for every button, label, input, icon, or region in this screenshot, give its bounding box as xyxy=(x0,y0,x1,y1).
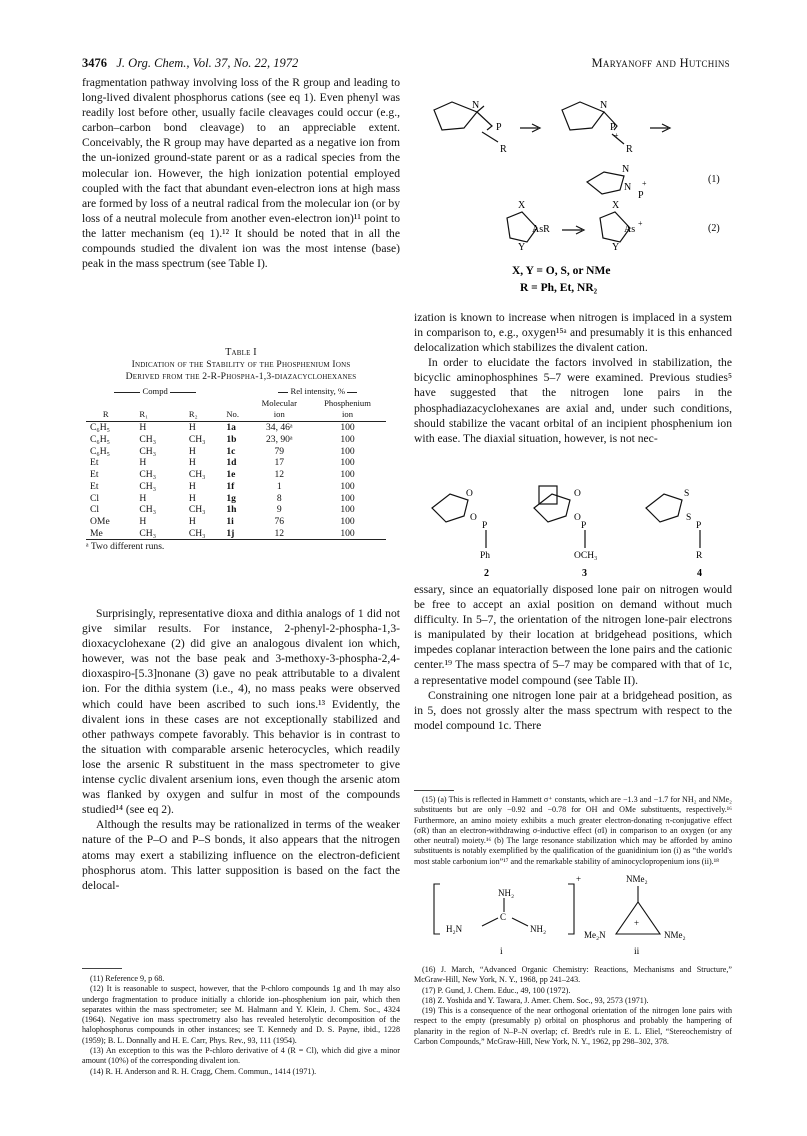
cell-mol: 9 xyxy=(276,504,282,516)
page-header xyxy=(82,56,298,71)
ion-i-carbon: C xyxy=(500,912,507,922)
svg-text:N: N xyxy=(624,182,632,193)
svg-text:Y: Y xyxy=(518,242,526,253)
cell-mol: 76 xyxy=(274,515,285,527)
col-r: R xyxy=(102,409,109,420)
cell-r1: CH₃ xyxy=(139,480,157,492)
cell-r2: H xyxy=(188,492,196,504)
cell-ph: 100 xyxy=(340,492,355,504)
left-column-top xyxy=(82,75,400,271)
table-row xyxy=(86,469,386,481)
svg-text:AsR: AsR xyxy=(532,224,550,235)
table-row xyxy=(86,481,386,493)
cell-r2: CH₃ xyxy=(188,527,206,539)
cell-r1: CH₃ xyxy=(139,445,157,457)
svg-text:O: O xyxy=(574,489,581,499)
cell-no: 1f xyxy=(226,480,235,492)
ion-i-nh2-right: NH₂ xyxy=(530,924,547,934)
svg-text:P: P xyxy=(482,521,488,531)
col-mol-ion: ion xyxy=(273,409,285,420)
ions-i-ii xyxy=(420,868,730,958)
group-header-rel: Rel intensity, % xyxy=(250,386,386,398)
cell-no: 1c xyxy=(226,445,236,457)
cell-no: 1j xyxy=(226,527,235,539)
cell-ph: 100 xyxy=(340,515,355,527)
cell-r2: H xyxy=(188,422,196,434)
svg-text:+: + xyxy=(638,219,643,228)
svg-text:X: X xyxy=(518,200,526,211)
cell-ph: 100 xyxy=(340,469,355,481)
cell-ph: 100 xyxy=(340,504,355,516)
cell-ph: 100 xyxy=(340,422,355,434)
table-label: Table I xyxy=(225,347,257,358)
table-caption-line1: Indication of the Stability of the Phosphenium Ions xyxy=(131,359,351,370)
right-footnotes-bottom xyxy=(414,965,732,1047)
paragraph: essary, since an equatorially disposed lone pair on nitrogen would be free to accept an axial position on demand without much difficulty. In 5–7, the orientation of the nitrogen lone-pair electrons is manipulated by their location at bridgehead positions, which impedes coplanar interaction between the lone pairs and the cationic center.¹⁹ The mass spectra of 5–7 may be compared with that of 1c, a representative model compound (see Table II). xyxy=(414,583,732,687)
col-r2: R₂ xyxy=(188,409,198,420)
footnote: (13) An exception to this was the P-chloro derivative of 4 (R = Cl), which did give a minor amount (10%) of the corresponding divalent ion. xyxy=(82,1046,400,1066)
cell-r1: CH₃ xyxy=(139,527,157,539)
cell-r: C₆H₅ xyxy=(90,422,111,434)
ion-ii-me2n: Me₂N xyxy=(584,930,606,940)
svg-text:As: As xyxy=(624,224,636,235)
substituent-r: R xyxy=(696,551,703,561)
cell-mol: 12 xyxy=(274,469,285,481)
table-row xyxy=(86,434,386,446)
cell-ph: 100 xyxy=(340,457,355,469)
svg-text:X: X xyxy=(612,200,620,211)
substituent-och3: OCH₃ xyxy=(574,551,598,561)
table-row xyxy=(86,504,386,516)
cell-r1: H xyxy=(139,422,147,434)
eq1-label: (1) xyxy=(708,174,720,185)
cell-mol: 17 xyxy=(274,457,285,469)
cell-r: Et xyxy=(90,480,99,492)
cell-mol: 8 xyxy=(276,492,282,504)
svg-text:P: P xyxy=(581,521,587,531)
cell-r1: H xyxy=(139,515,147,527)
cell-mol: 23, 90ᵃ xyxy=(265,434,293,446)
cell-no: 1g xyxy=(226,492,236,504)
paragraph: Surprisingly, representative dioxa and dithia analogs of 1 did not give similar results. For instance, 2-phenyl-2-phospha-1,3-dioxacyclohexane (2) did give an analogous divalent ion which, however, was not the base peak and 3-methoxy-3-phospha-2,4-dioxaspiro-[5.3]nonane (3) gave no peak attributable to a divalent ion. For the dithia system (i.e., 4), no mass peaks were observed which could have been ascribed to such ions.¹³ Evidently, the divalent ions in these cases are not exceptionally stabilized and other pathways compete favorably. This behavior is in contrast to the situation with comparable arsenic heterocycles, which readily lose the arsenic R substituent in the mass spectrometer to give intense cyclic divalent arsenium ions, even though the arsenic atom was flanked by oxygen and sulfur in most of the compounds studied¹⁴ (see eq 2). xyxy=(82,607,400,817)
page-number: 3476 xyxy=(82,56,107,70)
cell-mol: 79 xyxy=(274,445,285,457)
svg-text:O: O xyxy=(470,513,477,523)
cell-mol: 1 xyxy=(276,480,282,492)
cell-r: C₆H₅ xyxy=(90,445,111,457)
table-grid xyxy=(86,386,386,539)
compound-3-label: 3 xyxy=(582,568,587,579)
cell-r: Me xyxy=(90,527,103,539)
right-column-top xyxy=(414,310,732,446)
reaction-scheme xyxy=(412,90,737,305)
svg-text:O: O xyxy=(466,489,473,499)
table-row xyxy=(86,516,386,528)
running-authors: Maryanoff and Hutchins xyxy=(591,56,730,70)
cell-r1: H xyxy=(139,457,147,469)
svg-text:N: N xyxy=(472,100,480,111)
footnote: (17) P. Gund, J. Chem. Educ., 49, 100 (1972). xyxy=(422,985,571,995)
svg-text:+: + xyxy=(614,131,619,140)
cell-r2: CH₃ xyxy=(188,469,206,481)
compound-2-label: 2 xyxy=(484,568,489,579)
svg-text:O: O xyxy=(574,513,581,523)
footnote: (14) R. H. Anderson and R. H. Cragg, Chem. Commun., 1414 (1971). xyxy=(90,1066,317,1076)
cell-ph: 100 xyxy=(340,527,355,539)
cell-r: Cl xyxy=(90,492,100,504)
svg-text:+: + xyxy=(642,179,647,188)
cell-r1: H xyxy=(139,492,147,504)
col-r1: R₁ xyxy=(139,409,149,420)
paragraph: ization is known to increase when nitrogen is implaced in a system in comparison to, e.g., oxygen¹⁵ᵃ and presumably it is this enhanced delocalization which stabilizes the divalent cation. xyxy=(414,311,732,355)
cell-r2: CH₃ xyxy=(188,434,206,446)
cell-r1: CH₃ xyxy=(139,434,157,446)
substituent-ph: Ph xyxy=(480,551,491,561)
ion-i-label: i xyxy=(500,947,503,957)
cell-r1: CH₃ xyxy=(139,469,157,481)
cell-mol: 12 xyxy=(274,527,285,539)
footnote: (18) Z. Yoshida and Y. Tawara, J. Amer. Chem. Soc., 93, 2573 (1971). xyxy=(422,995,649,1005)
cell-ph: 100 xyxy=(340,434,355,446)
cell-r1: CH₃ xyxy=(139,504,157,516)
ion-ii-label: ii xyxy=(634,947,640,957)
journal-citation: J. Org. Chem., Vol. 37, No. 22, 1972 xyxy=(116,56,299,70)
col-molecular: Molecular xyxy=(261,397,297,408)
cell-r: Et xyxy=(90,469,99,481)
table-row xyxy=(86,457,386,469)
cell-r2: H xyxy=(188,445,196,457)
compound-4-label: 4 xyxy=(697,568,702,579)
table-1 xyxy=(82,347,400,552)
svg-text:P: P xyxy=(696,521,702,531)
cell-no: 1h xyxy=(226,504,237,516)
compounds-2-3-4 xyxy=(414,480,734,580)
col-phosphenium: Phosphenium xyxy=(324,397,371,408)
ion-i-charge: + xyxy=(576,874,582,884)
left-footnotes xyxy=(82,974,400,1077)
cell-r: C₆H₅ xyxy=(90,434,111,446)
ion-ii-nme2-right: NMe₂ xyxy=(664,930,686,940)
table-row xyxy=(86,422,386,434)
footnote: (11) Reference 9, p 68. xyxy=(90,974,165,983)
ion-i-nh2-top: NH₂ xyxy=(498,888,515,898)
cell-no: 1e xyxy=(226,469,236,481)
group-header-compd: Compd xyxy=(86,386,224,398)
ion-i-h2n: H₂N xyxy=(446,924,463,934)
paragraph: In order to elucidate the factors involved in stabilization, the bicyclic aminophosphines 5–7 were examined. Previous studies⁵ have suggested that the nitrogen lone pairs in the phosphadiazacyclohexanes are axial and, under such conditions, should stabilize the vacant orbital of an incipient phosphenium ion with ease. The diaxial situation, however, is not nec- xyxy=(414,356,732,445)
cell-ph: 100 xyxy=(340,445,355,457)
ion-ii-charge: + xyxy=(634,918,640,928)
eq2-label: (2) xyxy=(708,223,720,234)
scheme-xy: X, Y = O, S, or NMe xyxy=(512,265,611,277)
footnote: (15) (a) This is reflected in Hammett σ⁺ constants, which are −1.3 and −1.7 for NH₂ and NMe₂ substituents but are only −0.92 and −0.78 for OH and OMe substituents, respectively.¹⁶ Furthermore, an amino moiety exhibits a much greater electron-donating π-conjugative effect (σR) than an electron-withdrawing σ-inductive effect (σI) in comparison to an oxygen (or any other neutral) moiety.¹⁶ (b) The large resonance stabilization which may be afforded by amino substituents is notably exemplified by the qualification of the guanidinium ion (i) as “the world's most stable carbonium ion”¹⁷ and the remarkable stability of aminocyclopropenium ions (ii).¹⁸ xyxy=(414,795,732,866)
cell-ph: 100 xyxy=(340,480,355,492)
paragraph: Constraining one nitrogen lone pair at a bridgehead position, as in 5, does not grossly alter the mass spectrum with respect to the model compound 1c. There xyxy=(414,688,732,732)
ion-ii-nme2-top: NMe₂ xyxy=(626,874,648,884)
paragraph: fragmentation pathway involving loss of the R group and leading to long-lived divalent phosphorus cations (see eq 1). Even phenyl was readily lost before other, usually facile cleavages could occur (e.g., carbon–carbon bond cleavage) to an appreciable extent. Conceivably, the R group may have departed as a negative ion from the un-ionized ground-state parent or as a radical species from the molecular ion. However, the high ionization potential employed coupled with the fact that abundant even-electron ions at high mass are formed by loss of a neutral radical from the molecular ion (or by loss of a neutral molecule from another even-electron ion)¹¹ point to the latter mechanism (eq 1).¹² It should be noted that in all the compounds studied the divalent ion was the most intense (base) peak in the mass spectrum (see Table I). xyxy=(82,76,400,271)
svg-text:N: N xyxy=(600,100,608,111)
svg-text:S: S xyxy=(686,513,692,523)
cell-no: 1b xyxy=(226,434,237,446)
paragraph: Although the results may be rationalized in terms of the weaker nature of the P–O and P–S bonds, it also appears that the nitrogen atoms may exert a stabilizing influence on the electron-deficient phosphorus atom. This latter supposition is based on the fact the delocal- xyxy=(82,818,400,892)
scheme-r: R = Ph, Et, NR₂ xyxy=(520,282,598,294)
svg-text:S: S xyxy=(684,489,690,499)
footnote: (12) It is reasonable to suspect, however, that the P-chloro compounds 1g and 1h may also undergo fragmentation to produce initially a chloride ion–phosphenium ion pair, which then separates within the mass spectrometer; see M. Halmann and Y. Klein, J. Chem. Soc., 4324 (1964). Negative ion mass spectrometry also has revealed heterolytic decomposition of the halophosphorus compounds in other instances; see T. Kennedy and D. S. Payne, ibid., 1228 (1959); B. L. Donnally and H. E. Carr, Phys. Rev., 93, 111 (1954). xyxy=(82,984,400,1045)
cell-r: Cl xyxy=(90,504,100,516)
table-row xyxy=(86,492,386,504)
cell-r2: CH₃ xyxy=(188,504,206,516)
left-column-bottom xyxy=(82,606,400,893)
svg-text:R: R xyxy=(626,144,633,155)
svg-text:R: R xyxy=(500,144,507,155)
footnote: (16) J. March, “Advanced Organic Chemistry: Reactions, Mechanisms and Structure,” McGraw-Hill, New York, N. Y., 1968, pp 241–243. xyxy=(414,965,732,985)
svg-text:P: P xyxy=(638,190,644,201)
footnote: (19) This is a consequence of the near orthogonal orientation of the nitrogen lone pairs with respect to the empty (presumably p) orbital on phosphorus and probably the hampering of planarity in the region of N–P–N overlap; cf. Bredt's rule in E. L. Eliel, “Stereochemistry of Carbon Compounds,” McGraw-Hill, New York, N. Y., 1962, pp 298–302, 378. xyxy=(414,1006,732,1047)
cell-r: OMe xyxy=(90,515,110,527)
col-no: No. xyxy=(226,409,239,420)
cell-no: 1a xyxy=(226,422,236,434)
table-row xyxy=(86,527,386,539)
cell-mol: 34, 46ᵃ xyxy=(265,422,293,434)
right-column-bottom xyxy=(414,582,732,733)
table-row xyxy=(86,445,386,457)
svg-text:Y: Y xyxy=(612,242,620,253)
cell-r: Et xyxy=(90,457,99,469)
svg-text:P: P xyxy=(496,122,502,133)
table-caption-line2: Derived from the 2-R-Phospha-1,3-diazacyclohexanes xyxy=(125,371,357,382)
svg-text:P: P xyxy=(610,122,616,133)
cell-r2: H xyxy=(188,457,196,469)
col-ph-ion: ion xyxy=(342,409,354,420)
cell-no: 1d xyxy=(226,457,237,469)
right-footnotes-top xyxy=(414,795,732,867)
svg-text:N: N xyxy=(622,164,630,175)
cell-no: 1i xyxy=(226,515,234,527)
cell-r2: H xyxy=(188,480,196,492)
cell-r2: H xyxy=(188,515,196,527)
table-footnote: ᵃ Two different runs. xyxy=(86,540,165,552)
